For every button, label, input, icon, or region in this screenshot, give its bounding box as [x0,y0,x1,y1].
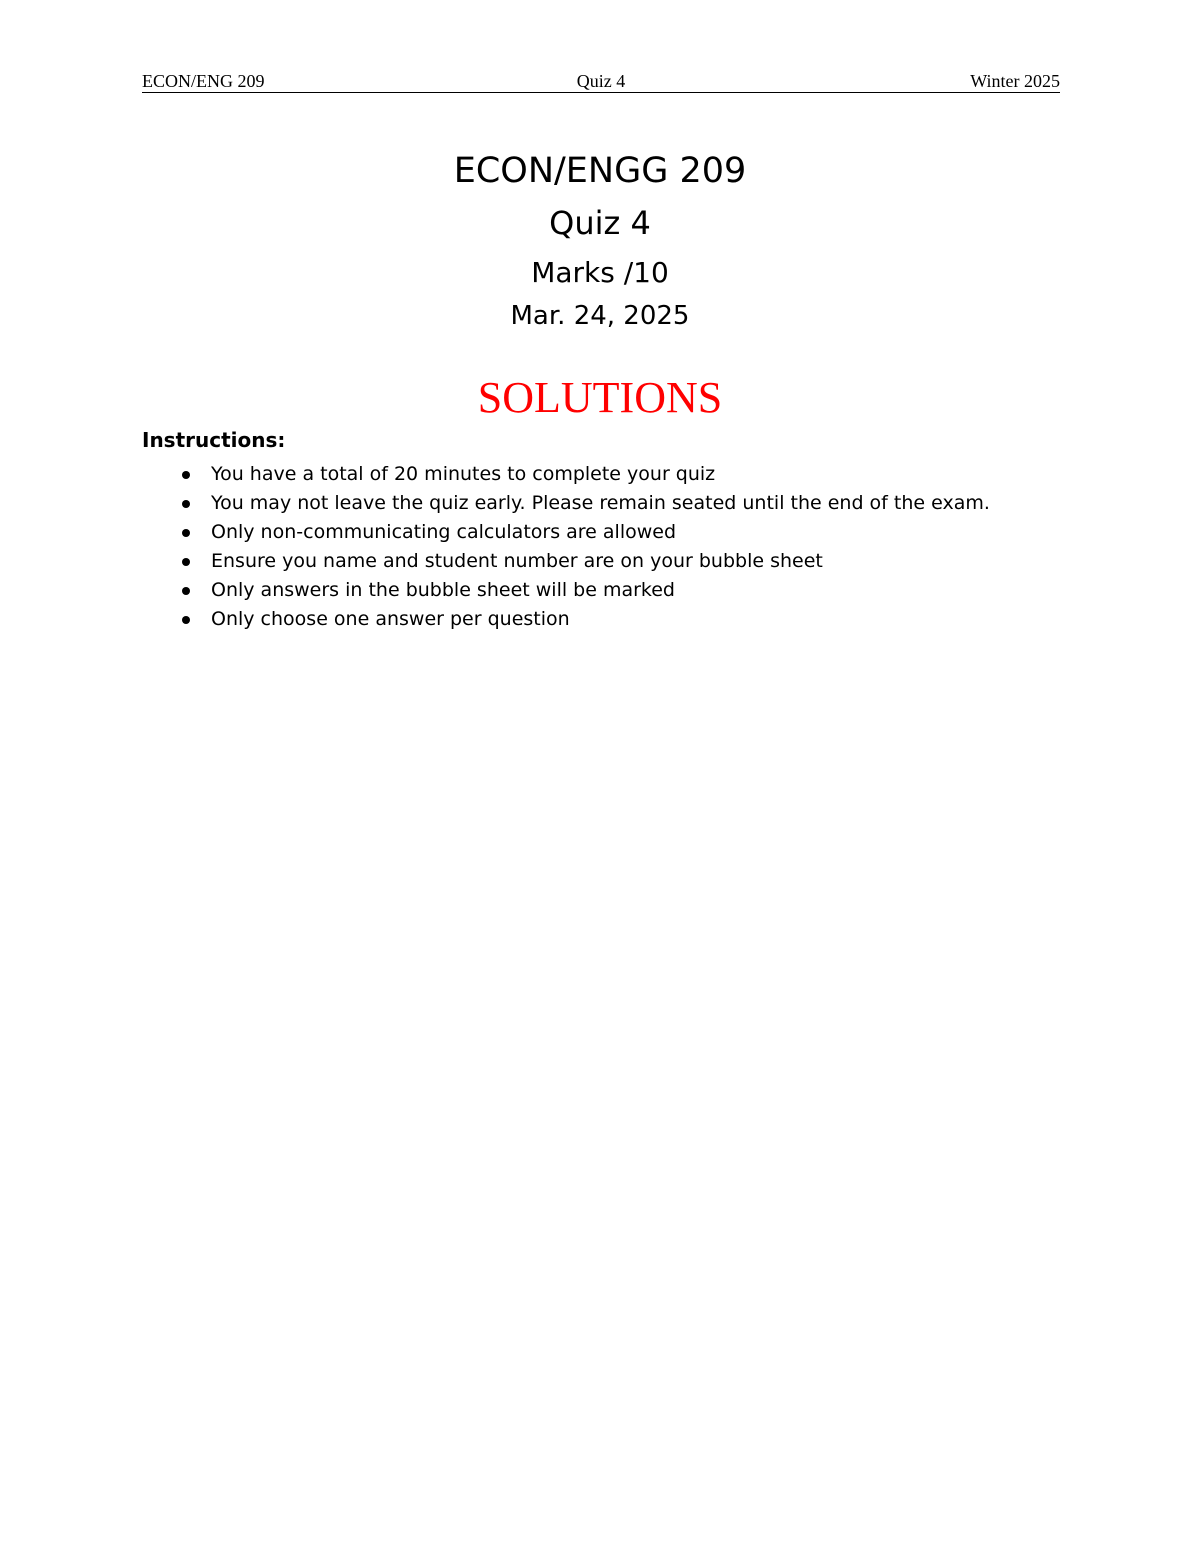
instruction-item [142,489,990,518]
instruction-text: Ensure you name and student number are on your bubble sheet [211,550,823,572]
quiz-date: Mar. 24, 2025 [510,301,690,331]
instruction-item [142,547,990,576]
solutions-heading: SOLUTIONS [477,373,723,422]
course-title: ECON/ENGG 209 [453,151,747,191]
instruction-text: Only answers in the bubble sheet will be marked [211,579,675,601]
instructions-heading: Instructions: [142,428,286,452]
bullet-icon [182,558,190,566]
instructions-list [142,460,990,634]
instruction-text: Only non-communicating calculators are allowed [211,521,677,543]
instruction-item [142,576,990,605]
bullet-icon [182,500,190,508]
instruction-item [142,460,990,489]
header-term: Winter 2025 [970,71,1060,91]
page-header [142,70,1060,93]
header-course-code: ECON/ENG 209 [142,71,265,91]
instruction-text: You have a total of 20 minutes to complete your quiz [211,463,716,485]
instruction-text: You may not leave the quiz early. Please remain seated until the end of the exam. [211,492,990,514]
bullet-icon [182,587,190,595]
header-quiz-name: Quiz 4 [576,71,626,91]
bullet-icon [182,616,190,624]
bullet-icon [182,529,190,537]
instruction-item [142,518,990,547]
instruction-item [142,605,990,634]
instruction-text: Only choose one answer per question [211,608,570,630]
quiz-title: Quiz 4 [549,204,651,242]
bullet-icon [182,471,190,479]
marks-total: Marks /10 [531,256,669,289]
